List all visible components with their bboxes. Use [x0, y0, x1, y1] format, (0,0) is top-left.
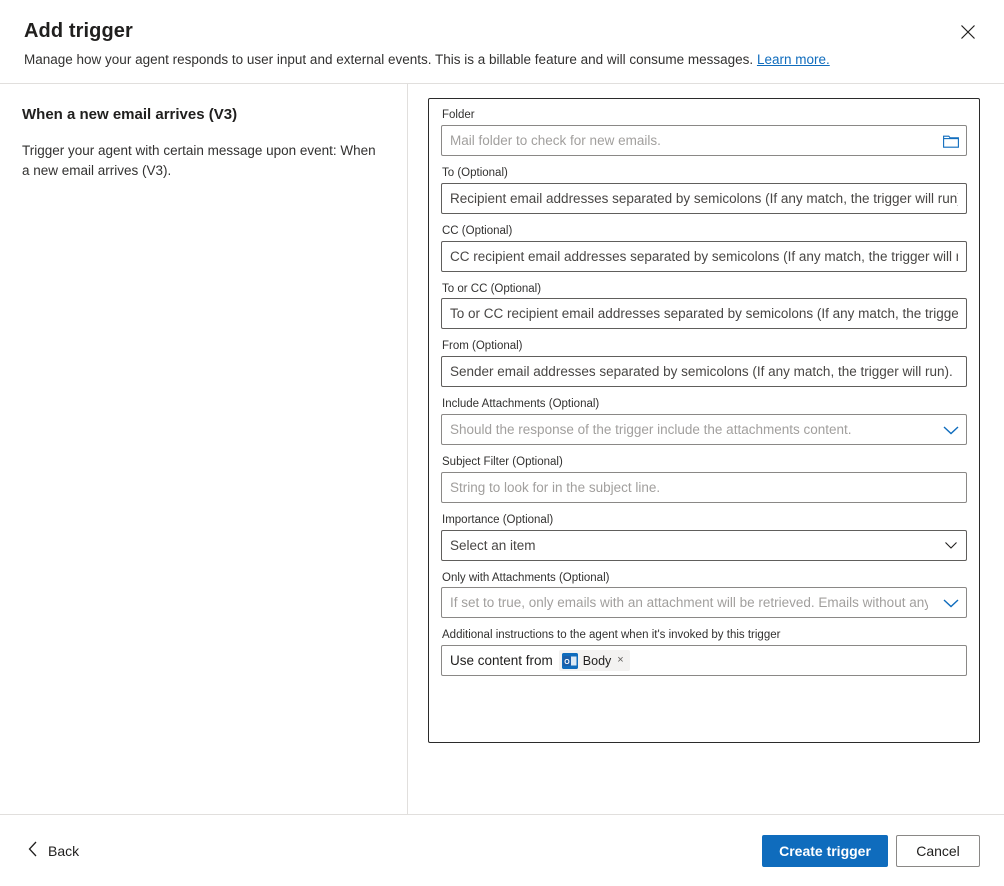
field-cc	[441, 225, 967, 272]
include-attachments-input[interactable]	[442, 415, 936, 444]
importance-dropdown[interactable]	[441, 530, 967, 561]
close-icon	[960, 24, 976, 40]
chevron-left-icon	[28, 841, 38, 860]
only-with-attachments-input[interactable]	[442, 588, 936, 617]
from-input[interactable]	[442, 357, 966, 386]
from-input-wrap[interactable]	[441, 356, 967, 387]
only-with-attachments-dropdown[interactable]	[441, 587, 967, 618]
outlook-icon	[562, 653, 578, 669]
create-trigger-button[interactable]: Create trigger	[762, 835, 888, 867]
field-subject-filter	[441, 456, 967, 503]
back-label: Back	[48, 842, 80, 859]
additional-instructions-input-wrap[interactable]	[441, 645, 967, 676]
field-folder	[441, 109, 967, 156]
field-label-additional-instructions: Additional instructions to the agent when it's invoked by this trigger	[442, 629, 781, 642]
trigger-form	[428, 98, 980, 743]
cancel-button[interactable]: Cancel	[896, 835, 980, 867]
folder-input[interactable]	[442, 126, 936, 155]
chevron-down-icon[interactable]	[936, 415, 966, 444]
dialog-footer	[0, 814, 1004, 886]
svg-text:O: O	[564, 658, 570, 666]
field-label-from: From (Optional)	[442, 340, 523, 353]
back-button[interactable]	[24, 835, 83, 866]
footer-actions	[762, 835, 980, 867]
close-button[interactable]	[950, 14, 986, 50]
chip-remove-icon[interactable]: ×	[617, 654, 624, 667]
subject-filter-input-wrap[interactable]	[441, 472, 967, 503]
cc-input[interactable]	[442, 242, 966, 271]
dialog-header	[0, 0, 1004, 83]
field-label-cc: CC (Optional)	[442, 224, 513, 237]
field-only-with-attachments	[441, 572, 967, 619]
field-label-folder: Folder	[442, 109, 475, 122]
trigger-info-pane	[0, 84, 408, 814]
trigger-description: Trigger your agent with certain message upon event: When a new email arrives (V3).	[22, 143, 376, 179]
folder-picker-icon[interactable]	[936, 126, 966, 155]
field-label-subject-filter: Subject Filter (Optional)	[442, 456, 563, 468]
field-include-attachments	[441, 398, 967, 445]
chip-label: Body	[582, 653, 612, 668]
field-to-or-cc	[441, 283, 967, 330]
field-label-to-or-cc: To or CC (Optional)	[442, 282, 542, 295]
to-input-wrap[interactable]	[441, 183, 967, 214]
field-label-importance: Importance (Optional)	[442, 513, 554, 526]
include-attachments-dropdown[interactable]	[441, 414, 967, 445]
dialog-subtitle-text: Manage how your agent responds to user input and external events. This is a billable feature and will consume messages.	[24, 52, 754, 67]
field-to	[441, 167, 967, 214]
trigger-name: When a new email arrives (V3)	[22, 106, 238, 124]
to-or-cc-input[interactable]	[442, 299, 966, 328]
field-label-only-with-attachments: Only with Attachments (Optional)	[442, 571, 610, 584]
dialog-body	[0, 84, 1004, 814]
trigger-form-pane	[408, 84, 1004, 814]
field-label-include-attachments: Include Attachments (Optional)	[442, 398, 600, 411]
folder-input-wrap[interactable]	[441, 125, 967, 156]
dialog-subtitle	[24, 51, 980, 69]
content-token-chip[interactable]	[559, 650, 630, 671]
to-or-cc-input-wrap[interactable]	[441, 298, 967, 329]
learn-more-link[interactable]: Learn more.	[756, 52, 830, 67]
page-title: Add trigger	[24, 20, 133, 42]
chevron-down-icon[interactable]	[936, 531, 966, 560]
field-from	[441, 340, 967, 387]
chevron-down-icon[interactable]	[936, 588, 966, 617]
subject-filter-input[interactable]	[442, 473, 966, 502]
importance-input[interactable]	[442, 531, 936, 560]
field-label-to: To (Optional)	[442, 167, 508, 180]
to-input[interactable]	[442, 184, 966, 213]
field-additional-instructions	[441, 629, 967, 676]
field-importance	[441, 514, 967, 561]
instructions-prefix-text: Use content from	[450, 653, 553, 669]
cc-input-wrap[interactable]	[441, 241, 967, 272]
